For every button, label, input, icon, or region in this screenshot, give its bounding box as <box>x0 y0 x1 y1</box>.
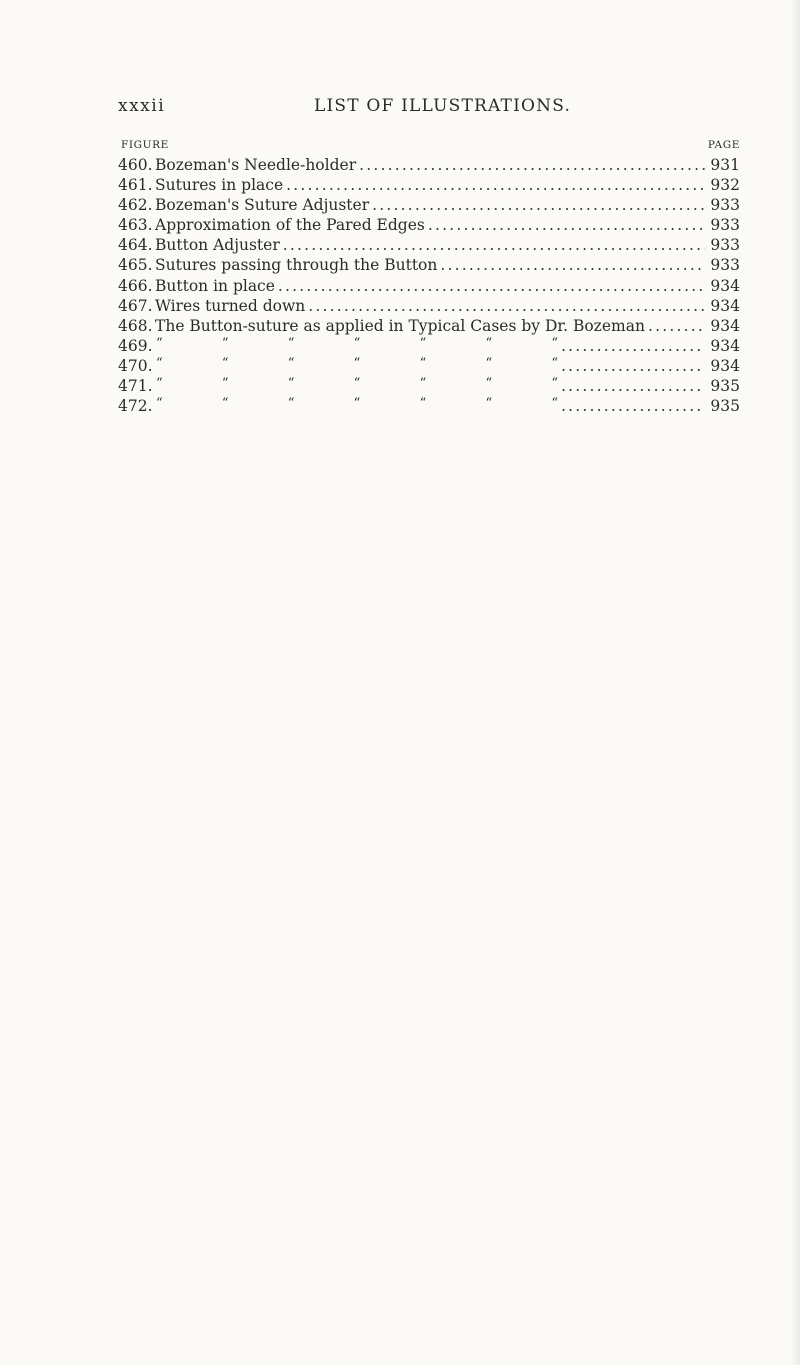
page-folio: xxxii <box>118 96 166 116</box>
ditto-mark: “ <box>156 376 163 392</box>
ditto-mark: “ <box>156 396 163 412</box>
page-number: 935 <box>710 377 740 396</box>
page-number: 934 <box>710 296 740 315</box>
figure-number: 470. <box>118 356 153 375</box>
column-labels <box>118 139 740 153</box>
dot-leader <box>359 155 705 175</box>
figure-title: Bozeman's Suture Adjuster <box>155 196 370 215</box>
figure-number: 462. <box>118 196 153 215</box>
page-number: 934 <box>710 356 740 375</box>
ditto-mark: “ <box>419 396 427 412</box>
figure-number: 464. <box>118 236 153 255</box>
dot-leader <box>308 296 705 316</box>
list-item <box>118 376 740 396</box>
ditto-mark: “ <box>551 376 558 392</box>
dot-leader <box>428 215 705 235</box>
running-head <box>118 96 718 120</box>
dot-leader <box>648 316 705 336</box>
list-item <box>118 255 740 275</box>
dot-leader <box>561 336 705 356</box>
ditto-mark: “ <box>156 355 163 371</box>
ditto-mark: “ <box>419 335 427 351</box>
figure-number: 466. <box>118 276 153 295</box>
figure-title: Bozeman's Needle-holder <box>155 156 357 174</box>
illustration-list <box>118 155 740 416</box>
dot-leader <box>440 255 705 275</box>
ditto-marks <box>155 335 558 355</box>
ditto-mark: “ <box>287 376 295 392</box>
figure-number: 460. <box>118 156 153 174</box>
ditto-marks <box>155 355 558 375</box>
list-item <box>118 296 740 316</box>
ditto-mark: “ <box>353 335 361 351</box>
list-item <box>118 316 740 336</box>
dot-leader <box>286 175 705 195</box>
ditto-mark: “ <box>353 376 361 392</box>
figure-title: Sutures passing through the Button <box>155 256 438 275</box>
page-title: LIST OF ILLUSTRATIONS. <box>314 96 572 116</box>
dot-leader <box>372 195 705 215</box>
ditto-mark: “ <box>353 396 361 412</box>
ditto-mark: “ <box>551 396 558 412</box>
list-item <box>118 276 740 296</box>
figure-column-label: FIGURE <box>121 139 169 151</box>
page-number: 933 <box>710 236 740 255</box>
dot-leader <box>283 235 705 255</box>
page-number: 932 <box>710 176 740 195</box>
figure-title: Wires turned down <box>155 296 306 315</box>
ditto-mark: “ <box>221 396 229 412</box>
list-item <box>118 235 740 255</box>
ditto-mark: “ <box>485 335 493 351</box>
list-item <box>118 356 740 376</box>
list-item <box>118 336 740 356</box>
figure-number: 469. <box>118 336 153 355</box>
figure-number: 472. <box>118 397 153 416</box>
list-item <box>118 155 740 175</box>
ditto-mark: “ <box>287 335 295 351</box>
ditto-mark: “ <box>287 396 295 412</box>
dot-leader <box>561 356 705 376</box>
ditto-marks <box>155 376 558 395</box>
page-number: 934 <box>710 316 740 335</box>
page-number: 933 <box>710 196 740 215</box>
dot-leader <box>278 276 705 296</box>
ditto-mark: “ <box>287 355 295 371</box>
figure-title: Button Adjuster <box>155 236 280 255</box>
figure-number: 465. <box>118 256 153 275</box>
list-item <box>118 195 740 215</box>
ditto-mark: “ <box>156 335 163 351</box>
list-item <box>118 396 740 416</box>
page-number: 931 <box>710 156 740 174</box>
figure-title: Button in place <box>155 276 275 295</box>
page-number: 933 <box>710 216 740 235</box>
figure-title: Approximation of the Pared Edges <box>155 216 425 235</box>
page-edge-shadow <box>790 0 800 1365</box>
ditto-mark: “ <box>419 355 427 371</box>
figure-number: 471. <box>118 377 153 396</box>
ditto-mark: “ <box>485 355 493 371</box>
ditto-mark: “ <box>221 355 229 371</box>
ditto-mark: “ <box>485 396 493 412</box>
figure-title: Sutures in place <box>155 176 284 195</box>
ditto-marks <box>155 396 558 415</box>
page-number: 934 <box>710 276 740 295</box>
figure-title: The Button-suture as applied in Typical Cases by Dr. Bozeman <box>155 316 645 335</box>
figure-number: 467. <box>118 296 153 315</box>
page-column-label: PAGE <box>707 139 740 151</box>
dot-leader <box>561 396 705 416</box>
ditto-mark: “ <box>353 355 361 371</box>
page-number: 933 <box>710 256 740 275</box>
ditto-mark: “ <box>551 355 558 371</box>
page-number: 935 <box>710 397 740 416</box>
figure-number: 461. <box>118 176 153 195</box>
figure-number: 463. <box>118 216 153 235</box>
ditto-mark: “ <box>221 376 229 392</box>
dot-leader <box>561 376 705 396</box>
list-item <box>118 175 740 195</box>
figure-number: 468. <box>118 316 153 335</box>
ditto-mark: “ <box>551 335 558 351</box>
page-number: 934 <box>710 336 740 355</box>
list-item <box>118 215 740 235</box>
ditto-mark: “ <box>485 376 493 392</box>
ditto-mark: “ <box>419 376 427 392</box>
ditto-mark: “ <box>221 335 229 351</box>
